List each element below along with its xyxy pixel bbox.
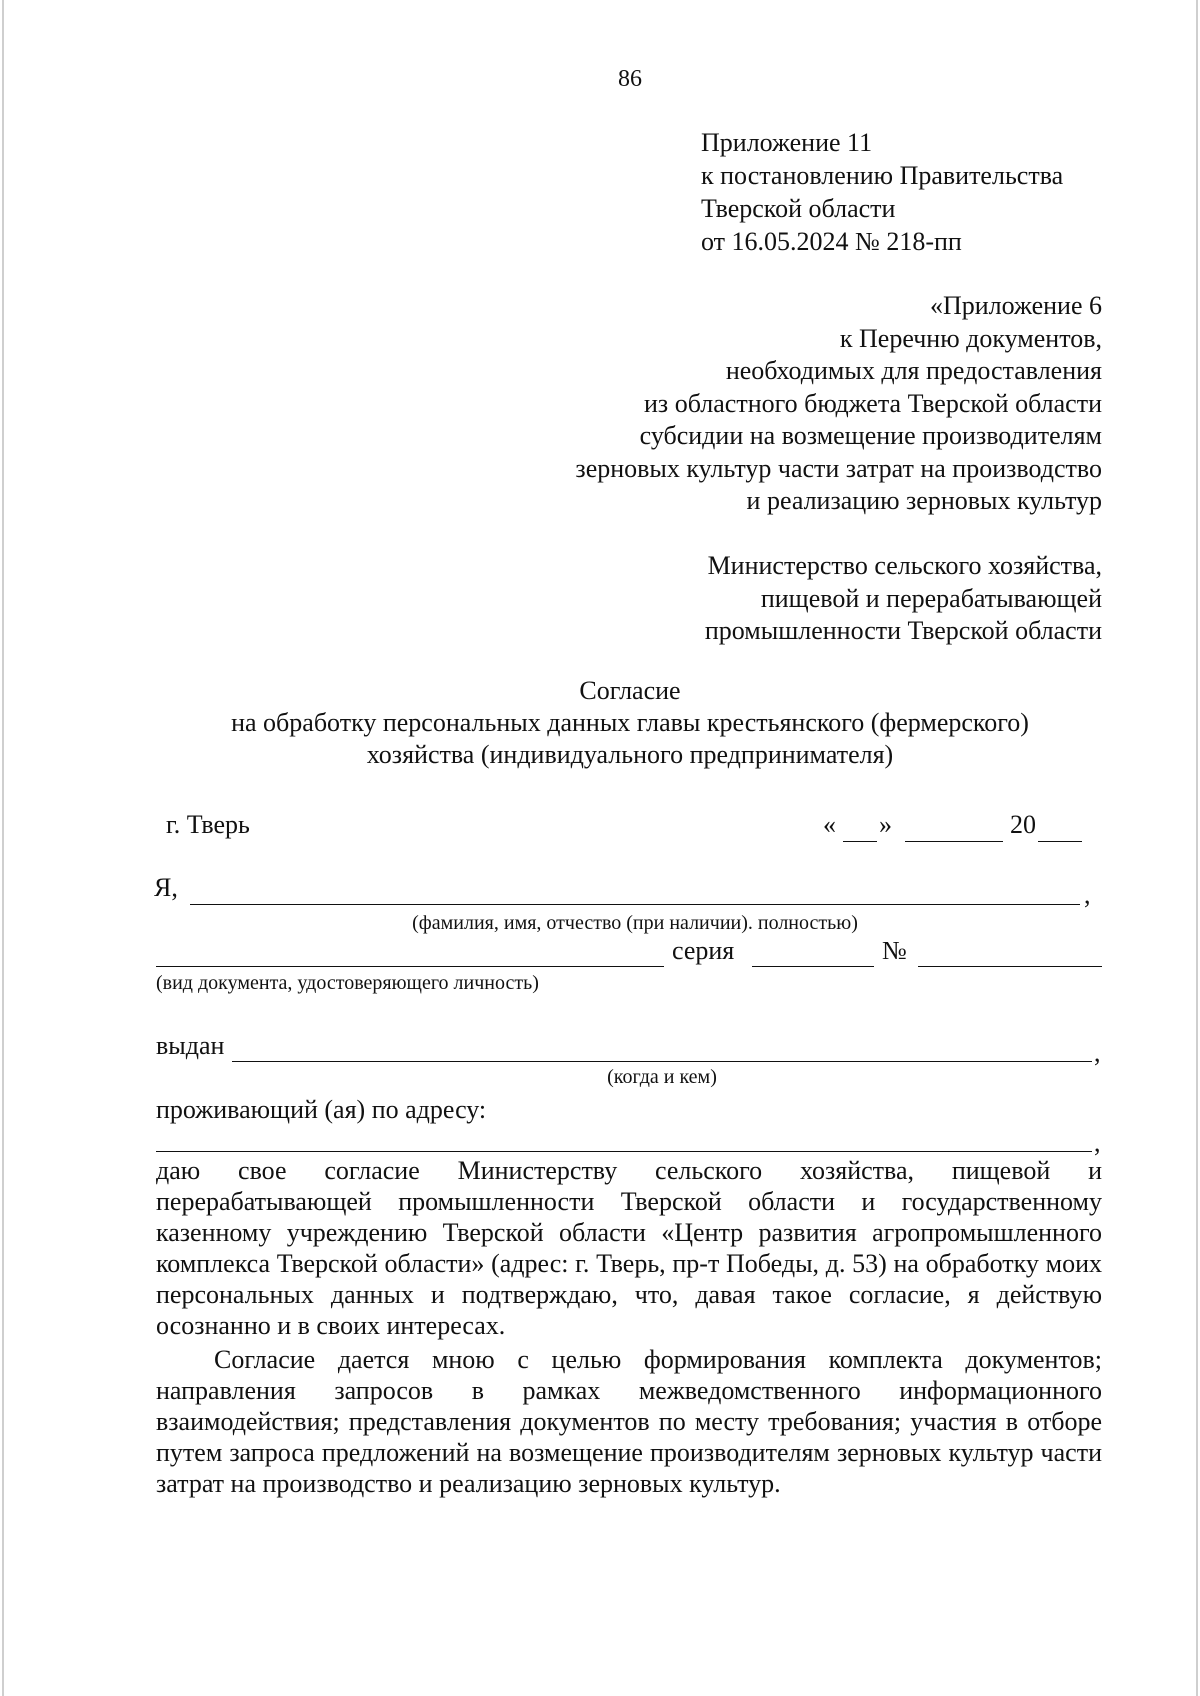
scan-edge-left xyxy=(2,0,4,1696)
id-caption: (вид документа, удостоверяющего личность) xyxy=(156,972,539,994)
issued-by-field[interactable] xyxy=(232,1061,1092,1062)
appendix-line: от 16.05.2024 № 218-пп xyxy=(701,227,962,256)
id-number-field[interactable] xyxy=(918,966,1102,967)
date-month-field[interactable] xyxy=(905,841,1003,842)
full-name-field[interactable] xyxy=(190,904,1080,905)
date-day-field[interactable] xyxy=(843,841,877,842)
id-series-field[interactable] xyxy=(752,966,874,967)
issued-line-comma: , xyxy=(1094,1038,1101,1067)
reference-line: из областного бюджета Тверской области xyxy=(644,388,1102,418)
date-year-field[interactable] xyxy=(1038,841,1082,842)
reference-line: «Приложение 6 xyxy=(929,291,1102,320)
reference-block xyxy=(402,290,1102,518)
i-label: Я, xyxy=(154,873,178,902)
date-close-quote: » xyxy=(879,810,892,839)
reference-line: субсидии на возмещение производителям xyxy=(639,421,1102,450)
scan-edge-right xyxy=(1196,0,1198,1696)
number-label: № xyxy=(882,936,907,965)
issued-label: выдан xyxy=(156,1031,225,1060)
purpose-paragraph: Согласие дается мною с целью формирования комплекта документов; направления запросов в рамках межведомственного информационного взаимодействия; представления документов по месту требования; участия в отборе путем запроса предложений на возмещение производителям зерновых культур части затрат на производство и реализацию зерновых культур. xyxy=(156,1345,1102,1498)
address-field[interactable] xyxy=(156,1151,1092,1152)
consent-body xyxy=(156,1155,1102,1499)
recipient-line: пищевой и перерабатывающей xyxy=(760,583,1102,613)
name-caption: (фамилия, имя, отчество (при наличии). полностью) xyxy=(412,912,858,934)
name-line-comma: , xyxy=(1084,880,1091,909)
date-open-quote: « xyxy=(823,810,836,839)
title-line: на обработку персональных данных главы крестьянского (фермерского) xyxy=(231,708,1029,737)
appendix-block xyxy=(701,126,1063,258)
address-line-comma: , xyxy=(1094,1128,1101,1157)
recipient-block xyxy=(402,550,1102,648)
title-line: хозяйства (индивидуального предпринимателя) xyxy=(366,740,894,769)
reference-line: и реализацию зерновых культур xyxy=(746,486,1102,515)
id-document-type-field[interactable] xyxy=(156,966,664,967)
date-year-prefix: 20 xyxy=(1010,810,1036,839)
reference-line: к Перечню документов, xyxy=(839,323,1102,353)
recipient-line: Министерство сельского хозяйства, xyxy=(707,551,1102,580)
appendix-line: Тверской области xyxy=(701,194,896,223)
document-title xyxy=(130,675,1130,771)
recipient-line: промышленности Тверской области xyxy=(704,616,1102,645)
title-heading: Согласие xyxy=(579,676,681,705)
reference-line: необходимых для предоставления xyxy=(725,356,1102,385)
page-number: 86 xyxy=(618,66,642,92)
consent-paragraph: даю свое согласие Министерству сельского хозяйства, пищевой и перерабатывающей промышленности Тверской области и государственному казенному учреждению Тверской области «Центр развития агропромышленного комплекса Тверской области» (адрес: г. Тверь, пр-т Победы, д. 53) на обработку моих персональных данных и подтверждаю, что, давая такое согласие, я действую осознанно и в своих интересах. xyxy=(156,1156,1102,1340)
reference-line: зерновых культур части затрат на производство xyxy=(575,453,1102,483)
appendix-line: Приложение 11 xyxy=(701,128,873,157)
series-label: серия xyxy=(672,936,735,965)
appendix-line: к постановлению Правительства xyxy=(701,161,1064,190)
residing-label: проживающий (ая) по адресу: xyxy=(156,1095,487,1124)
issued-caption: (когда и кем) xyxy=(607,1066,717,1088)
city-label: г. Тверь xyxy=(166,810,250,839)
